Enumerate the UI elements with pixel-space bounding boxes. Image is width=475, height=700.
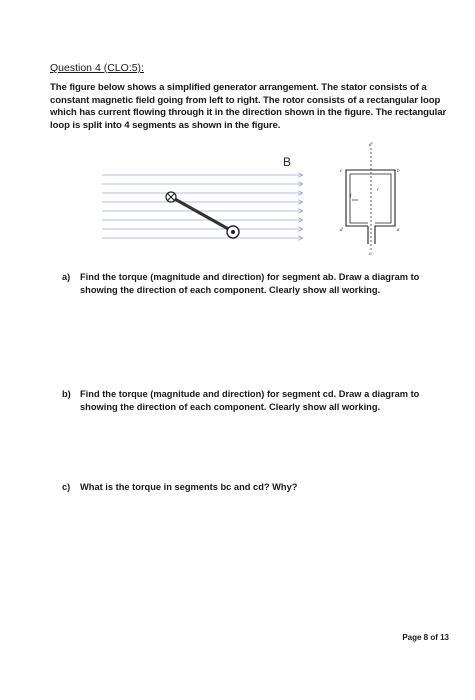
intro-text: The figure below shows a simplified generator arrangement. The stator consists of a constant magnetic field going from left to right. The rotor consists of a rectangular loop which has current flowing through it in the direction shown in the figure. The rectangular loop is split into 4 segments as shown in the figure.	[50, 82, 447, 131]
rotor-cross-section	[166, 192, 239, 238]
label-a: a	[397, 228, 400, 233]
part-text: Find the torque (magnitude and direction) for segment ab. Draw a diagram to showing the direction of each component. Clearly show all working.	[80, 272, 420, 295]
label-b: b	[397, 169, 400, 174]
label-d-top: d'	[369, 143, 373, 148]
question-title: Question 4 (CLO:5):	[50, 62, 144, 74]
loop-inner-outline	[350, 174, 391, 223]
label-d: d	[340, 228, 343, 233]
conductor-out-of-page-icon	[227, 226, 239, 238]
conductor-into-page-icon	[166, 192, 176, 202]
part-text: Find the torque (magnitude and direction) for segment cd. Draw a diagram to showing the direction of each component. Clearly show all working.	[80, 389, 420, 412]
part-letter: a)	[62, 272, 71, 282]
label-r: r	[377, 188, 379, 193]
magnetic-field-lines	[102, 175, 302, 238]
generator-figure	[0, 0, 475, 260]
page-number: Page 8 of 13	[402, 633, 449, 642]
label-c: c	[340, 169, 343, 174]
part-text: What is the torque in segments bc and cd? Why?	[80, 482, 298, 492]
label-o: o	[369, 252, 372, 257]
question-part-c	[62, 481, 447, 494]
rectangular-loop-diagram	[346, 148, 395, 252]
part-letter: b)	[62, 389, 71, 399]
part-letter: c)	[62, 482, 71, 492]
label-l: l	[350, 194, 352, 199]
question-part-a	[62, 271, 447, 296]
loop-outline	[346, 170, 395, 244]
rotor-rod	[173, 198, 232, 231]
field-label-b: B	[283, 155, 292, 169]
question-part-b	[62, 388, 447, 413]
